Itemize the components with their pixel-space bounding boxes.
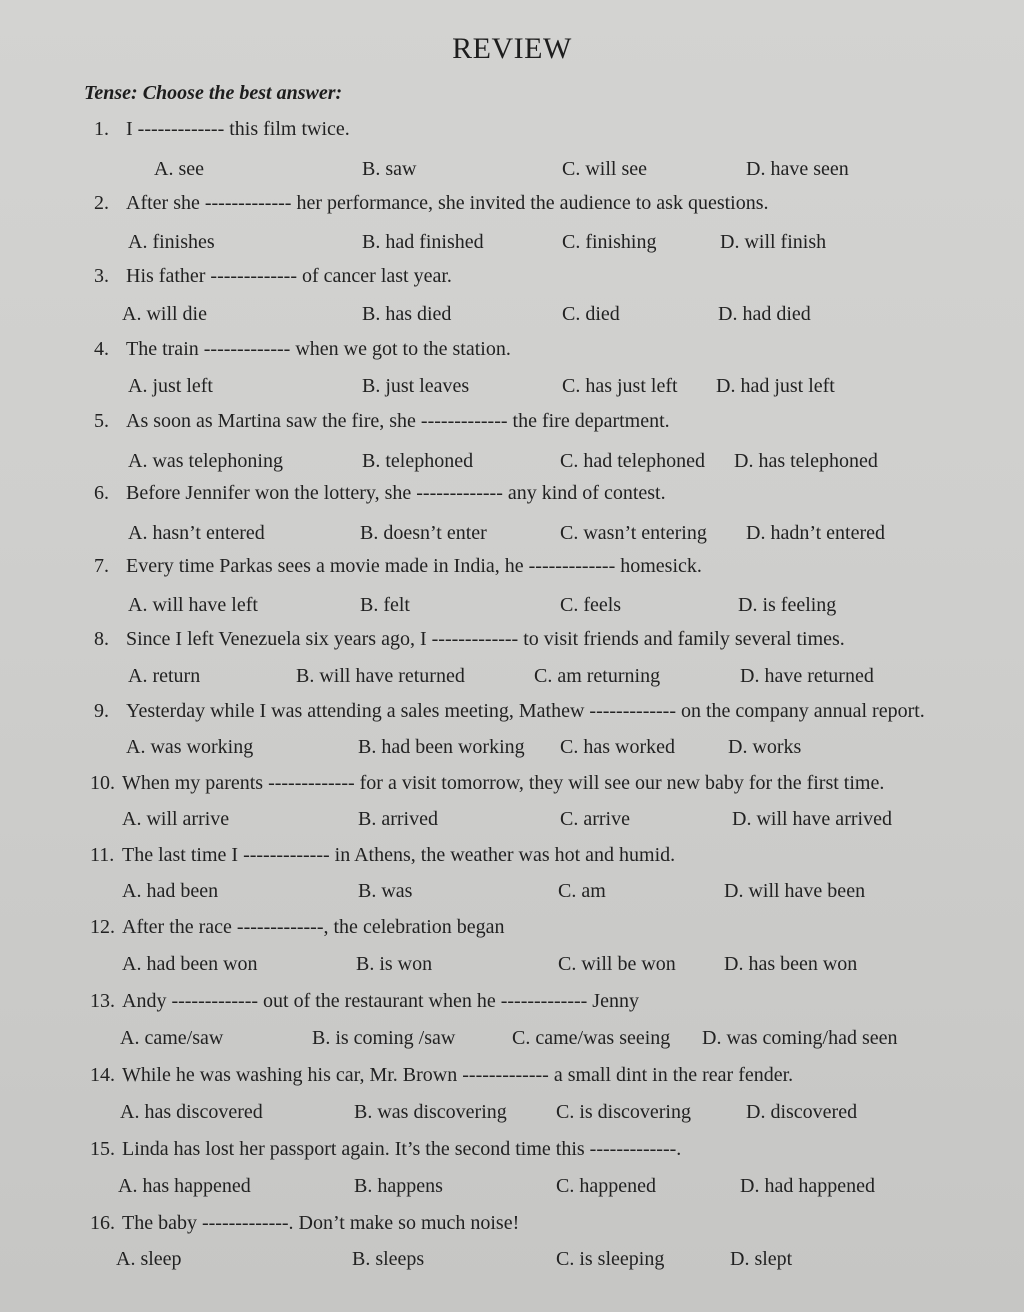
answer-option-b[interactable]: B. has died bbox=[362, 303, 452, 325]
question-number: 14. bbox=[90, 1064, 115, 1086]
answer-option-a[interactable]: A. has discovered bbox=[120, 1101, 263, 1123]
question-text: I ------------- this film twice. bbox=[126, 118, 350, 140]
answer-option-c[interactable]: C. is discovering bbox=[556, 1101, 691, 1123]
answer-option-b[interactable]: B. will have returned bbox=[296, 665, 465, 687]
question-4 bbox=[94, 338, 511, 361]
question-text: Before Jennifer won the lottery, she ------------- any kind of contest. bbox=[126, 482, 666, 504]
question-number: 4. bbox=[94, 338, 109, 360]
answer-option-b[interactable]: B. sleeps bbox=[352, 1248, 425, 1270]
question-text: Since I left Venezuela six years ago, I ------------- to visit friends and family several times. bbox=[126, 628, 845, 650]
question-15 bbox=[90, 1138, 681, 1161]
answer-option-d[interactable]: D. will have been bbox=[724, 880, 866, 902]
answer-option-c[interactable]: C. will see bbox=[562, 158, 647, 180]
answer-option-d[interactable]: D. have returned bbox=[740, 665, 874, 687]
answer-option-b[interactable]: B. was discovering bbox=[354, 1101, 507, 1123]
answer-option-d[interactable]: D. slept bbox=[730, 1248, 793, 1270]
question-number: 1. bbox=[94, 118, 109, 140]
answer-option-b[interactable]: B. doesn’t enter bbox=[360, 522, 487, 544]
question-14 bbox=[90, 1064, 793, 1087]
question-6 bbox=[94, 482, 666, 505]
answer-option-c[interactable]: C. am returning bbox=[534, 665, 661, 687]
question-text: The train ------------- when we got to the station. bbox=[126, 338, 511, 360]
question-text: Every time Parkas sees a movie made in India, he ------------- homesick. bbox=[126, 555, 702, 577]
answer-option-d[interactable]: D. works bbox=[728, 736, 802, 758]
section-heading: Tense: Choose the best answer: bbox=[84, 82, 343, 104]
answer-option-a[interactable]: A. had been bbox=[122, 880, 219, 902]
answer-option-d[interactable]: D. is feeling bbox=[738, 594, 837, 616]
answer-option-b[interactable]: B. felt bbox=[360, 594, 410, 616]
question-number: 6. bbox=[94, 482, 109, 504]
answer-option-a[interactable]: A. finishes bbox=[128, 231, 215, 253]
answer-option-b[interactable]: B. telephoned bbox=[362, 450, 474, 472]
question-3 bbox=[94, 265, 452, 288]
answer-option-d[interactable]: D. had happened bbox=[740, 1175, 875, 1197]
answer-option-d[interactable]: D. had died bbox=[718, 303, 811, 325]
question-9 bbox=[94, 700, 925, 723]
question-12 bbox=[90, 916, 505, 939]
question-number: 3. bbox=[94, 265, 109, 287]
answer-option-b[interactable]: B. had finished bbox=[362, 231, 484, 253]
question-text: His father ------------- of cancer last year. bbox=[126, 265, 452, 287]
answer-option-a[interactable]: A. will die bbox=[122, 303, 207, 325]
answer-option-b[interactable]: B. is coming /saw bbox=[312, 1027, 456, 1049]
answer-option-a[interactable]: A. will arrive bbox=[122, 808, 230, 830]
question-number: 5. bbox=[94, 410, 109, 432]
question-text: When my parents ------------- for a visit tomorrow, they will see our new baby for the first time. bbox=[122, 772, 885, 794]
answer-option-d[interactable]: D. will have arrived bbox=[732, 808, 892, 830]
answer-option-c[interactable]: C. am bbox=[558, 880, 606, 902]
answer-option-d[interactable]: D. was coming/had seen bbox=[702, 1027, 898, 1049]
question-number: 2. bbox=[94, 192, 109, 214]
question-text: While he was washing his car, Mr. Brown ------------- a small dint in the rear fender. bbox=[122, 1064, 794, 1086]
answer-option-d[interactable]: D. had just left bbox=[716, 375, 835, 397]
question-text: As soon as Martina saw the fire, she ------------- the fire department. bbox=[126, 410, 670, 432]
answer-option-b[interactable]: B. happens bbox=[354, 1175, 443, 1197]
question-number: 7. bbox=[94, 555, 109, 577]
answer-option-a[interactable]: A. was telephoning bbox=[128, 450, 283, 472]
answer-option-c[interactable]: C. wasn’t entering bbox=[560, 522, 707, 544]
question-number: 12. bbox=[90, 916, 115, 938]
page-title: REVIEW bbox=[452, 32, 572, 65]
question-2 bbox=[94, 192, 769, 215]
answer-option-a[interactable]: A. just left bbox=[128, 375, 213, 397]
answer-option-c[interactable]: C. has worked bbox=[560, 736, 675, 758]
question-13 bbox=[90, 990, 639, 1013]
answer-option-a[interactable]: A. return bbox=[128, 665, 201, 687]
answer-option-b[interactable]: B. had been working bbox=[358, 736, 525, 758]
question-text: Yesterday while I was attending a sales meeting, Mathew ------------- on the company annual report. bbox=[126, 700, 925, 722]
answer-option-c[interactable]: C. arrive bbox=[560, 808, 630, 830]
question-text: After the race -------------, the celebration began bbox=[122, 916, 505, 938]
answer-option-b[interactable]: B. is won bbox=[356, 953, 433, 975]
answer-option-c[interactable]: C. will be won bbox=[558, 953, 676, 975]
answer-option-a[interactable]: A. will have left bbox=[128, 594, 258, 616]
question-number: 9. bbox=[94, 700, 109, 722]
answer-option-c[interactable]: C. died bbox=[562, 303, 620, 325]
question-number: 10. bbox=[90, 772, 115, 794]
answer-option-a[interactable]: A. hasn’t entered bbox=[128, 522, 265, 544]
question-number: 16. bbox=[90, 1212, 115, 1234]
question-16 bbox=[90, 1212, 519, 1235]
answer-option-d[interactable]: D. discovered bbox=[746, 1101, 858, 1123]
question-text: After she ------------- her performance, she invited the audience to ask questions. bbox=[126, 192, 769, 214]
answer-option-c[interactable]: C. is sleeping bbox=[556, 1248, 665, 1270]
question-11 bbox=[90, 844, 675, 867]
answer-option-a[interactable]: A. was working bbox=[126, 736, 254, 758]
answer-option-b[interactable]: B. was bbox=[358, 880, 413, 902]
answer-option-d[interactable]: D. hadn’t entered bbox=[746, 522, 886, 544]
question-number: 15. bbox=[90, 1138, 115, 1160]
answer-option-c[interactable]: C. happened bbox=[556, 1175, 656, 1197]
answer-option-c[interactable]: C. feels bbox=[560, 594, 622, 616]
answer-option-a[interactable]: A. has happened bbox=[118, 1175, 251, 1197]
question-number: 8. bbox=[94, 628, 109, 650]
answer-option-d[interactable]: D. will finish bbox=[720, 231, 827, 253]
question-7 bbox=[94, 555, 702, 578]
answer-option-b[interactable]: B. saw bbox=[362, 158, 417, 180]
question-text: The baby -------------. Don’t make so much noise! bbox=[122, 1212, 520, 1234]
answer-option-d[interactable]: D. has telephoned bbox=[734, 450, 878, 472]
answer-option-d[interactable]: D. have seen bbox=[746, 158, 849, 180]
question-number: 11. bbox=[90, 844, 115, 866]
question-10 bbox=[90, 772, 884, 795]
answer-option-c[interactable]: C. finishing bbox=[562, 231, 657, 253]
answer-option-b[interactable]: B. just leaves bbox=[362, 375, 470, 397]
answer-option-a[interactable]: A. see bbox=[154, 158, 204, 180]
answer-option-c[interactable]: C. had telephoned bbox=[560, 450, 705, 472]
question-text: Linda has lost her passport again. It’s the second time this -------------. bbox=[122, 1138, 682, 1160]
question-5 bbox=[94, 410, 670, 433]
answer-option-a[interactable]: A. sleep bbox=[116, 1248, 182, 1270]
answer-option-a[interactable]: A. came/saw bbox=[120, 1027, 224, 1049]
answer-option-a[interactable]: A. had been won bbox=[122, 953, 258, 975]
answer-option-b[interactable]: B. arrived bbox=[358, 808, 438, 830]
question-text: The last time I ------------- in Athens, the weather was hot and humid. bbox=[122, 844, 676, 866]
question-1 bbox=[94, 118, 350, 141]
answer-option-c[interactable]: C. came/was seeing bbox=[512, 1027, 671, 1049]
answer-option-c[interactable]: C. has just left bbox=[562, 375, 678, 397]
question-number: 13. bbox=[90, 990, 115, 1012]
question-text: Andy ------------- out of the restaurant when he ------------- Jenny bbox=[122, 990, 639, 1012]
answer-option-d[interactable]: D. has been won bbox=[724, 953, 858, 975]
question-8 bbox=[94, 628, 845, 651]
